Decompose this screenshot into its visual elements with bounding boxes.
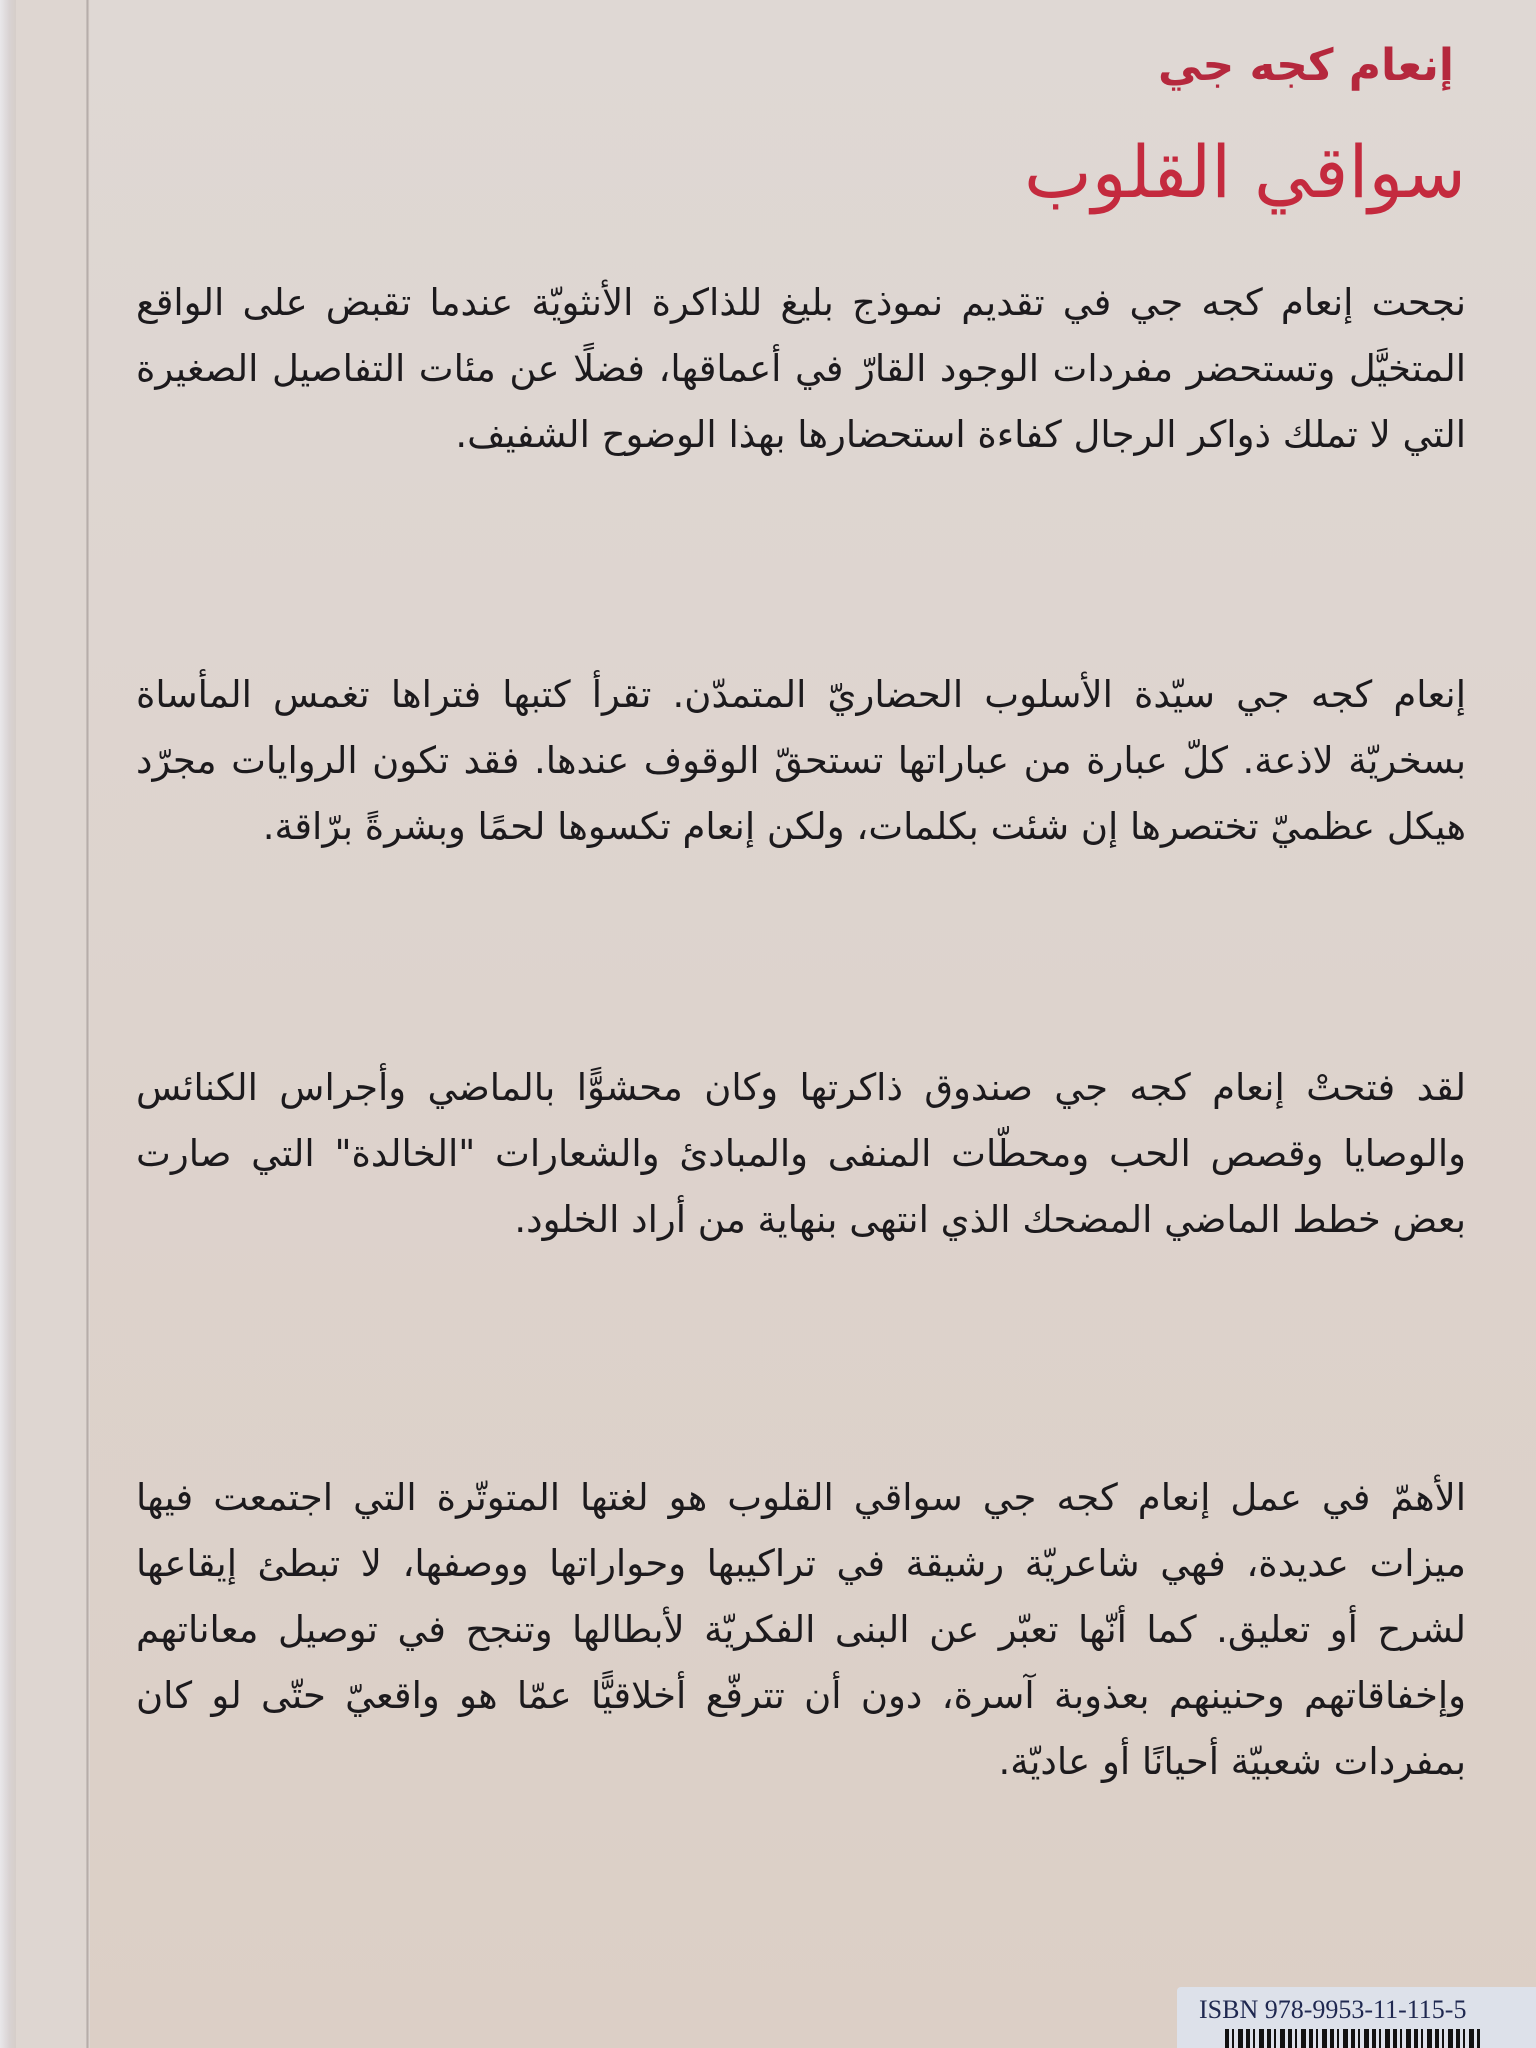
isbn-number: ISBN 978-9953-11-115-5 xyxy=(1199,1995,1467,2024)
blurb-text: إنعام كجه جي سيّدة الأسلوب الحضاريّ المتمدّن. تقرأ كتبها فتراها تغمس المأساة بسخريّة لاذعة. كلّ عبارة من عباراتها تستحقّ الوقوف عندها. فقد تكون الروايات مجرّد هيكل عظميّ تختصرها إن شئت بكلمات، ولكن إنعام تكسوها لحمًا وبشرةً برّاقة. xyxy=(136,673,1466,848)
barcode-icon xyxy=(1225,2029,1480,2048)
blurb-4 xyxy=(136,1465,1466,1795)
blurb-text: نجحت إنعام كجه جي في تقديم نموذج بليغ للذاكرة الأنثويّة عندما تقبض على الواقع المتخيَّل وتستحضر مفردات الوجود القارّ في أعماقها، فضلًا عن مئات التفاصيل الصغيرة التي لا تملك ذواكر الرجال كفاءة استحضارها بهذا الوضوح الشفيف. xyxy=(136,281,1466,456)
fold-crease xyxy=(86,0,89,2048)
isbn-label xyxy=(1177,1987,1536,2048)
blurb-signature xyxy=(0,920,266,964)
author-name: إنعام كجه جي xyxy=(1157,40,1454,91)
spine-edge xyxy=(0,0,16,2048)
blurb-signature xyxy=(0,1330,266,1374)
blurb-2 xyxy=(136,662,1466,860)
blurb-1 xyxy=(136,270,1466,468)
book-title: سواقي القلوب xyxy=(1023,130,1466,214)
blurb-signature xyxy=(0,522,266,566)
blurb-text: لقد فتحتْ إنعام كجه جي صندوق ذاكرتها وكان محشوًّا بالماضي وأجراس الكنائس والوصايا وقصص الحب ومحطّات المنفى والمبادئ والشعارات "الخالدة" التي صارت بعض خطط الماضي المضحك الذي انتهى بنهاية من أراد الخلود. xyxy=(136,1066,1466,1241)
blurb-3 xyxy=(136,1055,1466,1253)
blurb-signature xyxy=(0,1903,266,1947)
blurb-text: الأهمّ في عمل إنعام كجه جي سواقي القلوب هو لغتها المتوتّرة التي اجتمعت فيها ميزات عديدة، فهي شاعريّة رشيقة في تراكيبها وحواراتها ووصفها، لا تبطئ إيقاعها لشرح أو تعليق. كما أنّها تعبّر عن البنى الفكريّة لأبطالها وتنجح في توصيل معاناتهم وإخفاقاتهم وحنينهم بعذوبة آسرة، دون أن تترفّع أخلاقيًّا عمّا هو واقعيّ حتّى لو كان بمفردات شعبيّة أحيانًا أو عاديّة. xyxy=(136,1476,1466,1783)
back-cover xyxy=(90,0,1536,2048)
